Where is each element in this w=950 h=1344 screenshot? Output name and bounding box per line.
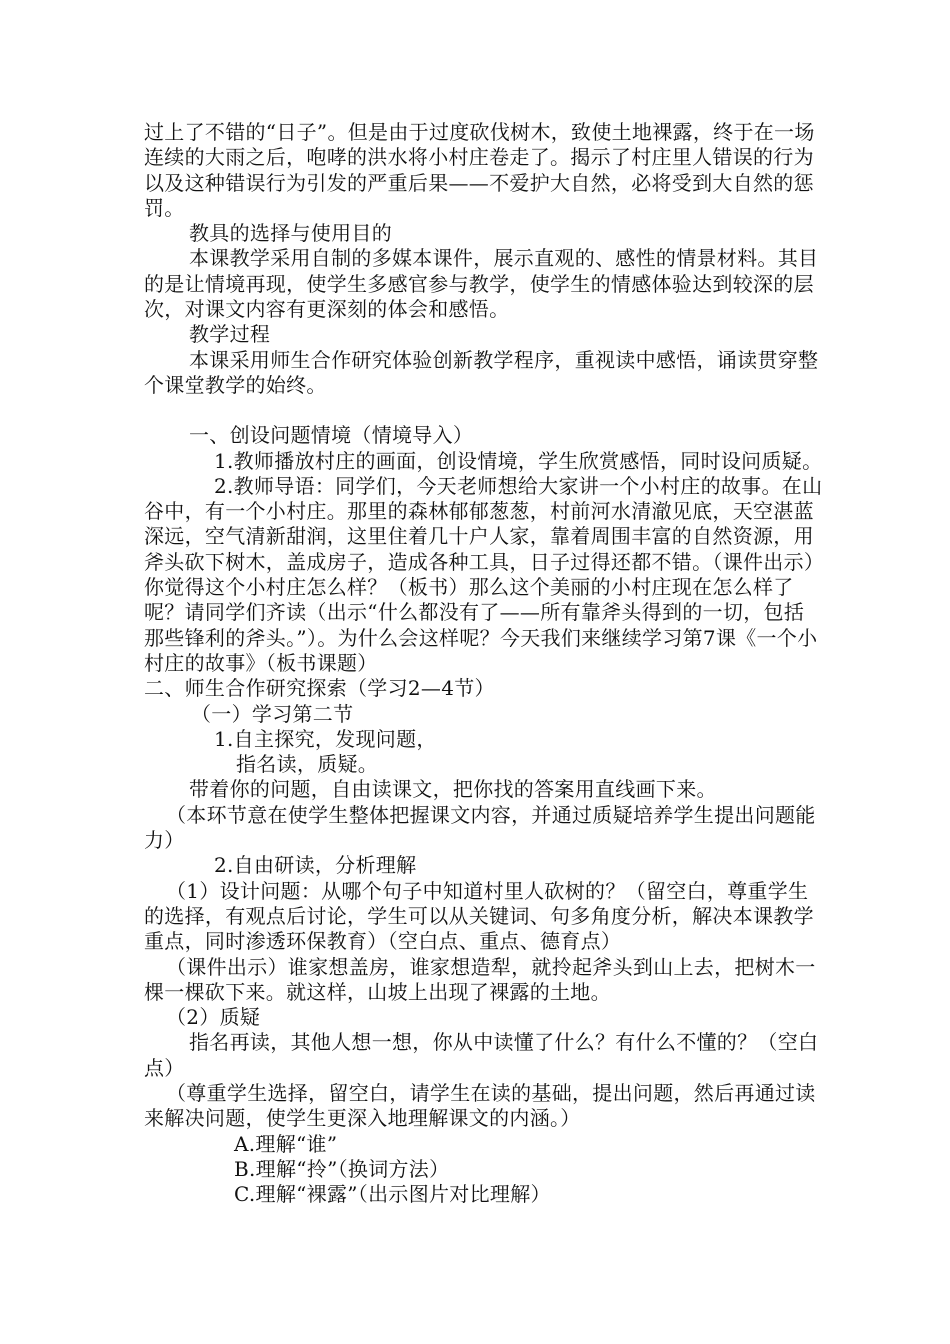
- paragraph-intro-continuation: 过上了不错的“日子”。但是由于过度砍伐树木，致使土地裸露，终于在一场连续的大雨之后，咆哮的洪水将小村庄卷走了。揭示了村庄里人错误的行为以及这种错误行为引发的严重后果——不爱护大自然，必将受到大自然的惩罚。: [144, 120, 815, 220]
- subsection-heading: （一）学习第二节: [191, 701, 354, 726]
- paragraph-free-reading: 带着你的问题，自由读课文，把你找的答案用直线画下来。: [189, 777, 717, 802]
- paragraph-self-explore: 1.自主探究，发现问题，: [214, 726, 437, 751]
- blank-line: [144, 398, 824, 423]
- section-heading-two: 二、师生合作研究探索（学习2—4节）: [144, 676, 495, 701]
- paragraph-question-2: （2）质疑: [166, 1005, 261, 1030]
- paragraph-reread: 指名再读，其他人想一想，你从中读懂了什么？有什么不懂的？（空白点）: [144, 1030, 819, 1080]
- paragraph-note-2: （尊重学生选择，留空白，请学生在读的基础，提出问题，然后再通过读来解决问题，使学生更深入地理解课文的内涵。）: [144, 1080, 816, 1131]
- paragraph-note-1: （本环节意在使学生整体把握课文内容，并通过质疑培养学生提出问题能力）: [144, 802, 816, 853]
- paragraph-courseware: （课件出示）谁家想盖房，谁家想造犁，就拎起斧头到山上去，把树木一棵一棵砍下来。就这样，山坡上出现了裸露的土地。: [144, 954, 816, 1004]
- paragraph-step-1: 1.教师播放村庄的画面，创设情境，学生欣赏感悟，同时设问质疑。: [214, 448, 823, 473]
- paragraph-step-2: 2.教师导语：同学们，今天老师想给大家讲一个小村庄的故事。在山谷中，有一个小村庄。那里的森林郁郁葱葱，村前河水清澈见底，天空湛蓝深远，空气清新甜润，这里住着几十户人家，靠着周围丰富的自然资源，用斧头砍下树木，盖成房子，造成各种工具，日子过得还都不错。（课件出示）你觉得这个小村庄怎么样？（板书）那么这个美丽的小村庄现在怎么样了呢？请同学们齐读（出示“什么都没有了——所有靠斧头得到的一切，包括那些锋利的斧头。”）。为什么会这样呢？今天我们来继续学习第7课《一个小村庄的故事》（板书课题）: [144, 473, 823, 675]
- list-item-c: C.理解“裸露”（出示图片对比理解）: [234, 1182, 551, 1207]
- paragraph-teaching-process: 本课采用师生合作研究体验创新教学程序，重视读中感悟，诵读贯穿整个课堂教学的始终。: [144, 347, 819, 397]
- heading-teaching-aids: 教具的选择与使用目的: [189, 221, 392, 246]
- list-item-b: B.理解“拎”（换词方法）: [234, 1156, 450, 1181]
- paragraph-read-question: 指名读，质疑。: [236, 752, 379, 777]
- heading-teaching-process: 教学过程: [189, 322, 271, 347]
- list-item-a: A.理解“谁”: [234, 1131, 338, 1156]
- paragraph-analysis: 2.自由研读，分析理解: [214, 853, 417, 878]
- section-heading-one: 一、创设问题情境（情境导入）: [189, 423, 474, 448]
- document-body: [144, 120, 824, 1207]
- paragraph-teaching-aids: 本课教学采用自制的多媒本课件，展示直观的、感性的情景材料。其目的是让情境再现，使学生多感官参与教学，使学生的情感体验达到较深的层次，对课文内容有更深刻的体会和感悟。: [144, 246, 819, 322]
- paragraph-design-question: （1）设计问题：从哪个句子中知道村里人砍树的？（留空白，尊重学生的选择，有观点后讨论，学生可以从关键词、句多角度分析，解决本课教学重点，同时渗透环保教育）（空白点、重点、德育点）: [144, 878, 814, 954]
